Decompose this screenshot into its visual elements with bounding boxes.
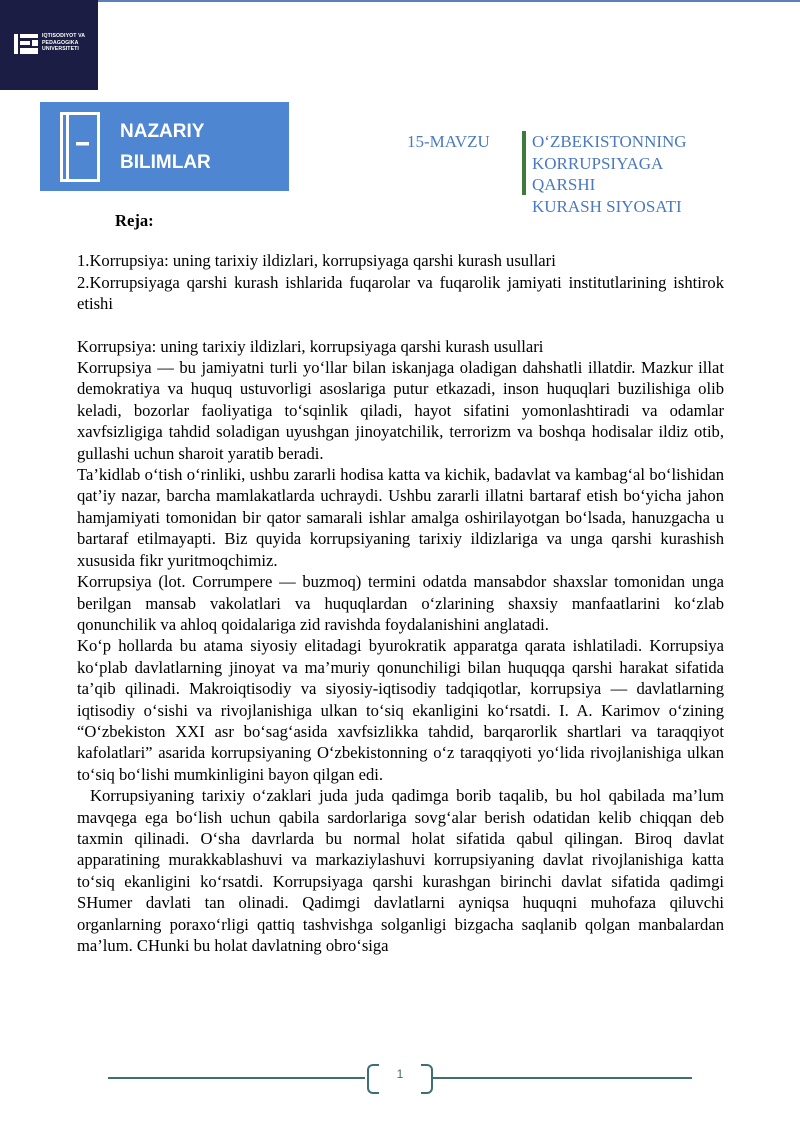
paragraph: Ko‘p hollarda bu atama siyosiy elitadagi byurokratik apparatga qarata ishlatiladi. Korrupsiya ko‘plab davlatlarning jinoyat va ma’muriy qonunchiligi bilan huquqqa qarshi harakat sifatida ta’qib qilinadi. Makroiqtisodiy va siyosiy-iqtisodiy tadqiqotlar, korrupsiya — davlatlarning iqtisodiy o‘sishi va rivojlanishiga ulkan to‘siq ekanligini ko‘rsatdi. I. A. Karimov o‘zining “O‘zbekiston XXI asr bo‘sag‘asida xavfsizlikka tahdid, barqarorlik shartlari va taraqqiyot kafolatlari” asarida korrupsiyaning O‘zbekistonning o‘z taraqqiyoti yo‘lida rivojlanishiga ulkan to‘siq bo‘lishi mumkinligini bayon qilgan edi.: [77, 636, 724, 784]
paragraph: Ta’kidlab o‘tish o‘rinliki, ushbu zararli hodisa katta va kichik, badavlat va kambag‘al bo‘lishidan qat’iy nazar, barcha mamlakatlarda uchraydi. Ushbu zararli illatni bartaraf etish bo‘yicha jahon hamjamiyati tomonidan bir qator samarali ishlar amalga oshirilayotgan bo‘lsada, hanuzgacha u bartaraf etilmayapti. Biz quyida korrupsiyaning tarixiy ildizlariga va unga qarshi kurashish xususida fikr yuritmoqchimiz.: [77, 465, 724, 570]
topic-title-line2a: KORRUPSIYAGA: [532, 153, 664, 173]
logo-mark-icon: [14, 32, 38, 56]
topic-number: 15-MAVZU: [407, 132, 490, 151]
topic-title-line2b: QARSHI: [532, 175, 596, 194]
spacer: [77, 315, 724, 336]
topic-accent-bar: [522, 131, 526, 195]
page-number: 1: [396, 1067, 404, 1081]
topic-title-line2: [532, 153, 792, 196]
plan-item: 1.Korrupsiya: uning tarixiy ildizlari, korrupsiyaga qarshi kurash usullari: [77, 251, 556, 271]
topic-title-line1: O‘ZBEKISTONNING: [532, 132, 687, 151]
university-logo: [0, 0, 98, 90]
paragraph: Korrupsiya (lot. Corrumpere — buzmoq) termini odatda mansabdor shaxslar tomonidan unga berilgan mansab vakolatlari va huquqlardan o‘zlarining shaxsiy manfaatlarini ko‘zlab qonunchilik va ahloq qoidalariga zid ravishda foydalanishini anglatadi.: [77, 572, 724, 634]
document-body: [77, 210, 724, 956]
section-banner-line1: NAZARIY: [120, 121, 205, 142]
footer-rule-right: [433, 1077, 692, 1079]
left-brace-icon: [367, 1064, 379, 1094]
section-banner-title: [120, 116, 211, 178]
footer-rule-left: [108, 1077, 365, 1079]
topic-title-line3: KURASH SIYOSATI: [532, 196, 682, 216]
logo-line: PEDAGOGIKA: [42, 39, 79, 46]
topic-title: [532, 131, 792, 217]
section-banner-line2: BILIMLAR: [120, 152, 211, 173]
right-brace-icon: [421, 1064, 433, 1094]
top-rule: [98, 0, 800, 2]
logo-line: IQTISODIYOT VA: [42, 33, 86, 39]
paragraph: Korrupsiyaning tarixiy o‘zaklari juda juda qadimga borib taqalib, bu hol qabilada ma’lum mavqega ega bo‘lish uchun qabila sardorlariga sovg‘alar berish odatidan kelib chiqqan deb taxmin qilinadi. O‘sha davrlarda bu normal holat sifatida qabul qilingan. Biroq davlat apparatining murakkablashuvi va markaziylashuvi korrupsiyaning davlat rivojlanishiga katta to‘siq ekanligini ko‘rsatdi. Korrupsiyaga qarshi kurashgan birinchi davlat sifatida qadimgi SHumer davlati tan olinadi. Qadimgi davlatlarni ayniqsa huquqni muhofaza qiluvchi organlarning poraxo‘rligi qattiq tashvishga solganligi bizgacha saqlanib qolgan manbalardan ma’lum. CHunki bu holat davlatning obro‘siga: [77, 786, 724, 955]
paragraph: Korrupsiya — bu jamiyatni turli yo‘llar bilan iskanjaga oladigan dahshatli illatdir. Mazkur illat demokratiya va huquq ustuvorligi asoslariga putur etkazadi, inson huquqlari buzilishiga olib keladi, bozorlar faoliyatiga to‘sqinlik qiladi, hayot sifatini yomonlashtiradi va odamlar xavfsizligiga tahdid soladigan uyushgan jinoyatchilik, terrorizm va boshqa hodisalar ildiz otib, gullashi uchun sharoit yaratib beradi.: [77, 358, 724, 463]
plan-item: 2.Korrupsiyaga qarshi kurash ishlarida fuqarolar va fuqarolik jamiyati institutlarining ishtirok etishi: [77, 272, 724, 314]
section-heading: Korrupsiya: uning tarixiy ildizlari, korrupsiyaga qarshi kurash usullari: [77, 336, 544, 356]
logo-text: [42, 33, 85, 53]
section-banner: [40, 102, 289, 191]
book-icon: [60, 112, 100, 182]
logo-line: UNIVERSITETI: [42, 46, 79, 53]
plan-label: Reja:: [115, 211, 154, 230]
